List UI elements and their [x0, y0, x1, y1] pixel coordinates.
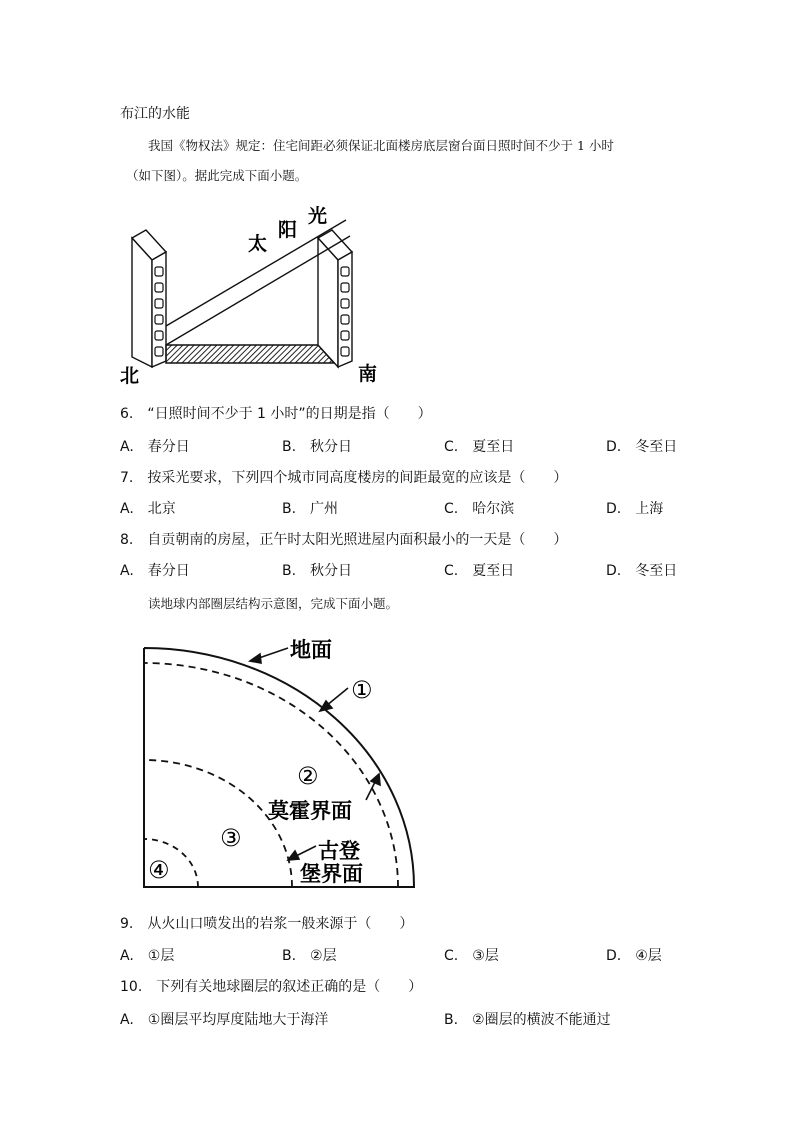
earth-interior-diagram [130, 630, 430, 892]
question-6-option-a[interactable]: A. 春分日 [120, 439, 190, 455]
question-8-option-a[interactable]: A. 春分日 [120, 563, 190, 579]
question-9-option-d[interactable]: D. ④层 [606, 948, 662, 964]
question-9-option-a[interactable]: A. ①层 [120, 948, 175, 964]
layer-3-label: ③ [220, 824, 242, 852]
question-8-stem: 8. 自贡朝南的房屋，正午时太阳光照进屋内面积最小的一天是（ ） [120, 532, 568, 548]
question-7-option-d[interactable]: D. 上海 [606, 501, 664, 517]
layer-1-label: ① [351, 676, 373, 704]
question-8-option-c[interactable]: C. 夏至日 [444, 563, 515, 579]
building-spacing-diagram [118, 200, 388, 390]
question-7-option-b[interactable]: B. 广州 [282, 501, 339, 517]
question-10-option-b[interactable]: B. ②圈层的横波不能通过 [444, 1012, 611, 1028]
question-6-stem: 6. “日照时间不少于 1 小时”的日期是指（ ） [120, 406, 432, 422]
intro-text-2: 读地球内部圈层结构示意图，完成下面小题。 [148, 596, 399, 611]
earth-surface-outline [144, 648, 414, 887]
label-tai: 太 [248, 233, 268, 255]
ground-shadow [166, 345, 334, 363]
question-9-option-b[interactable]: B. ②层 [282, 948, 337, 964]
question-7-option-a[interactable]: A. 北京 [120, 501, 176, 517]
moho-label: 莫霍界面 [268, 799, 352, 823]
question-10-option-a[interactable]: A. ①圈层平均厚度陆地大于海洋 [120, 1012, 329, 1028]
surface-label: 地面 [290, 638, 332, 662]
south-building [318, 230, 352, 367]
label-south: 南 [358, 363, 378, 385]
layer-4-label: ④ [148, 856, 170, 884]
question-8-option-d[interactable]: D. 冬至日 [606, 563, 678, 579]
header-fragment: 布江的水能 [120, 106, 190, 122]
question-6-option-b[interactable]: B. 秋分日 [282, 439, 353, 455]
question-7-stem: 7. 按采光要求，下列四个城市同高度楼房的间距最宽的应该是（ ） [120, 470, 568, 486]
question-9-stem: 9. 从火山口喷发出的岩浆一般来源于（ ） [120, 916, 414, 932]
north-building [132, 230, 166, 367]
question-7-option-c[interactable]: C. 哈尔滨 [444, 501, 515, 517]
question-6-option-d[interactable]: D. 冬至日 [606, 439, 678, 455]
label-yang: 阳 [278, 219, 298, 241]
question-8-option-b[interactable]: B. 秋分日 [282, 563, 353, 579]
layer-2-label: ② [297, 762, 319, 790]
layer1-arrow [326, 688, 348, 706]
intro-text-line2: （如下图）。据此完成下面小题。 [126, 168, 308, 183]
gutenberg-label-line2: 堡界面 [300, 862, 363, 886]
label-guang: 光 [308, 205, 328, 227]
gutenberg-label-line1: 古登 [318, 839, 360, 863]
question-10-stem: 10. 下列有关地球圈层的叙述正确的是（ ） [120, 979, 423, 995]
label-north: 北 [120, 365, 140, 387]
question-9-option-c[interactable]: C. ③层 [444, 948, 499, 964]
intro-text-line1: 我国《物权法》规定：住宅间距必须保证北面楼房底层窗台面日照时间不少于 1 小时 [148, 138, 614, 153]
question-6-option-c[interactable]: C. 夏至日 [444, 439, 515, 455]
